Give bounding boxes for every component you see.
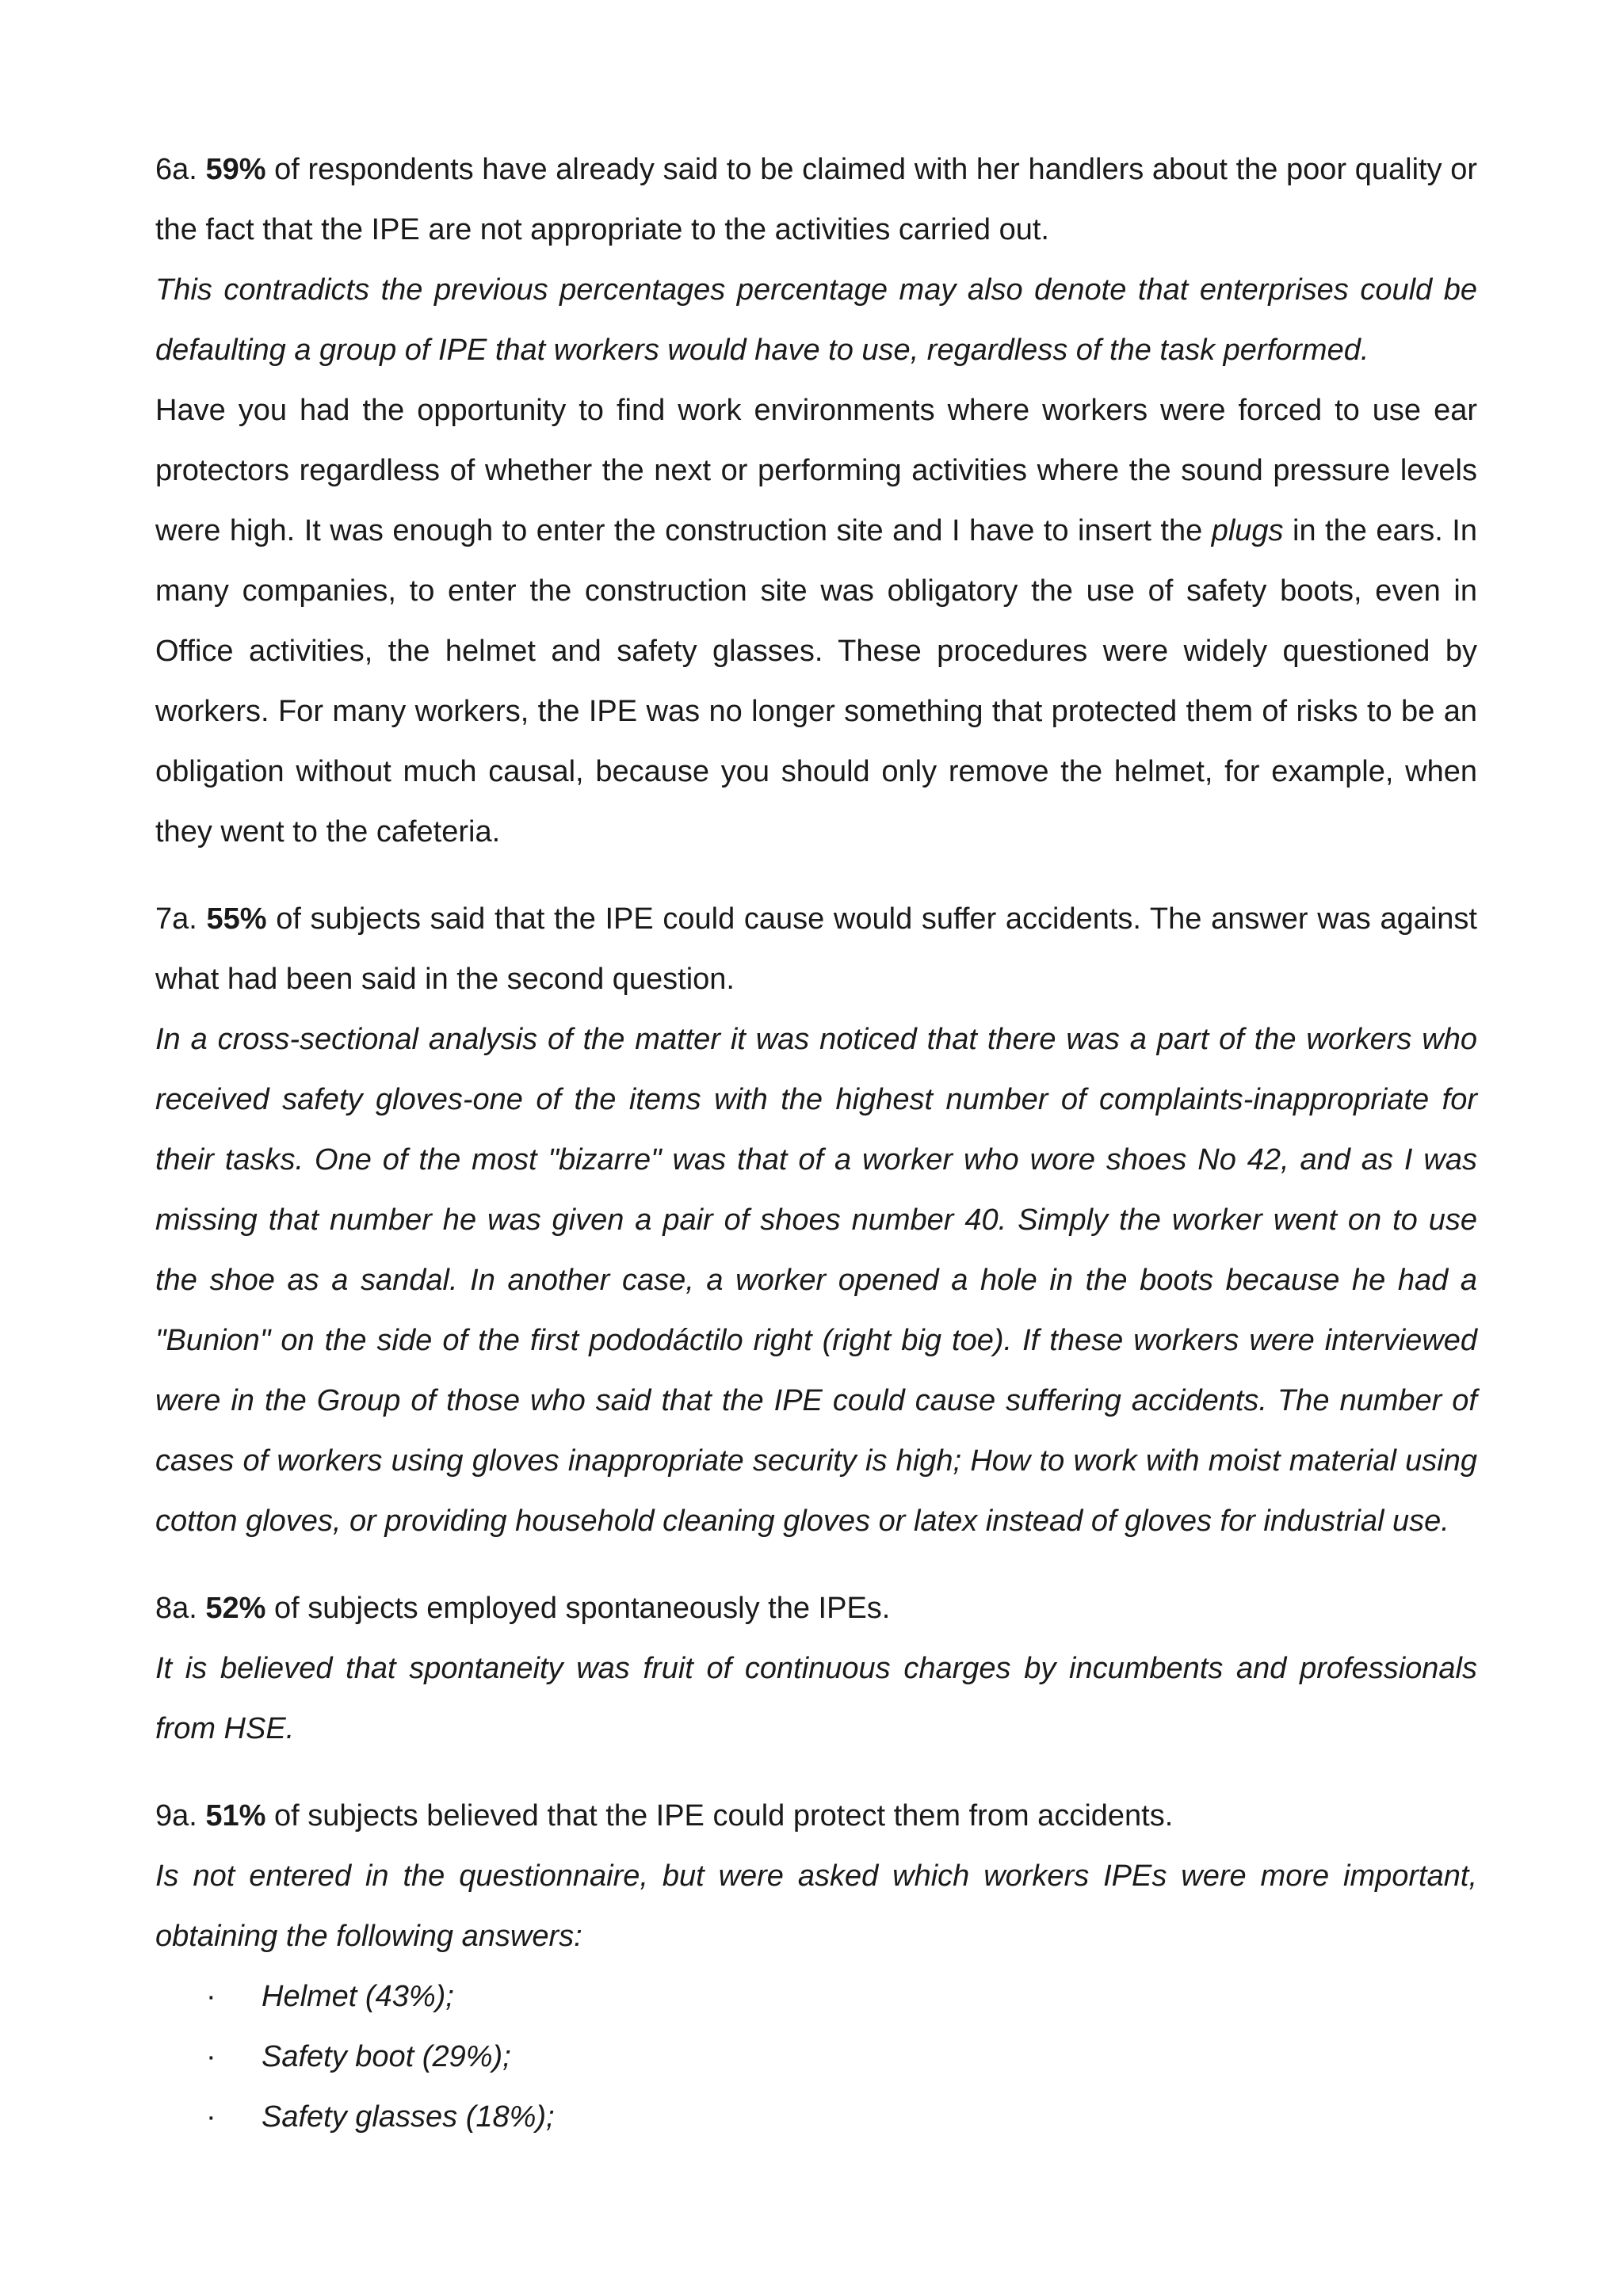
item-9a-comment: Is not entered in the questionnaire, but were asked which workers IPEs were more important, obtaining the following answers: [155,1859,1477,1953]
extra-text-before: Have you had the opportunity to find work environments where workers were forced to use ear protectors regardless of whether the next or performing activities where the sound pressure levels were high. It was enough to enter the construction site and I have to insert the [155,394,1477,547]
document-page [155,139,1477,2174]
extra-text-after: in the ears. In many companies, to enter the construction site was obligatory the use of safety boots, even in Office activities, the helmet and safety glasses. These procedures were widely questioned by workers. For many workers, the IPE was no longer something that protected them of risks to be an obligation without much causal, because you should only remove the helmet, for example, when they went to the cafeteria. [155,514,1477,849]
extra-text-italic: plugs [1211,514,1284,547]
item-statement-text: of subjects employed spontaneously the IPEs. [265,1592,891,1625]
item-8a-statement [155,1578,1477,1638]
item-label: 7a. [155,902,197,936]
item-percent: 51% [205,1799,266,1833]
list-item [155,2087,1477,2147]
item-statement-text: of respondents have already said to be claimed with her handlers about the poor quality or the fact that the IPE are not appropriate to the activities carried out. [155,153,1477,246]
item-8a [155,1578,1477,1759]
item-percent: 52% [205,1592,266,1625]
list-item-text: Safety boot (29%); [262,2040,511,2073]
item-label: 6a. [155,153,197,186]
item-7a-comment: In a cross-sectional analysis of the matter it was noticed that there was a part of the workers who received safety gloves-one of the items with the highest number of complaints-inappropriate for their tasks. One of the most "bizarre" was that of a worker who wore shoes No 42, and as I was missing that number he was given a pair of shoes number 40. Simply the worker went on to use the shoe as a sandal. In another case, a worker opened a hole in the boots because he had a "Bunion" on the side of the first pododáctilo right (right big toe). If these workers were interviewed were in the Group of those who said that the IPE could cause suffering accidents. The number of cases of workers using gloves inappropriate security is high; How to work with moist material using cotton gloves, or providing household cleaning gloves or latex instead of gloves for industrial use. [155,1023,1477,1538]
list-item [155,1966,1477,2027]
important-ipe-list [155,1966,1477,2147]
item-6a-statement [155,139,1477,260]
item-9a [155,1786,1477,2147]
bullet-icon: · [206,1980,216,2013]
item-9a-statement [155,1786,1477,1846]
item-percent: 59% [205,153,266,186]
bullet-icon: · [206,2100,216,2134]
item-label: 8a. [155,1592,197,1625]
list-item-text: Safety glasses (18%); [262,2100,555,2134]
item-8a-comment: It is believed that spontaneity was fruit of continuous charges by incumbents and professionals from HSE. [155,1652,1477,1745]
item-7a [155,889,1477,1551]
item-statement-text: of subjects believed that the IPE could protect them from accidents. [265,1799,1174,1833]
item-7a-statement [155,889,1477,1009]
item-6a [155,139,1477,862]
bullet-icon: · [206,2040,216,2073]
list-item [155,2027,1477,2087]
item-percent: 55% [206,902,267,936]
item-6a-comment: This contradicts the previous percentages percentage may also denote that enterprises could be defaulting a group of IPE that workers would have to use, regardless of the task performed. [155,273,1477,367]
item-label: 9a. [155,1799,197,1833]
item-6a-extra-paragraph [155,380,1477,862]
list-item-text: Helmet (43%); [262,1980,454,2013]
item-statement-text: of subjects said that the IPE could cause would suffer accidents. The answer was against what had been said in the second question. [155,902,1477,996]
